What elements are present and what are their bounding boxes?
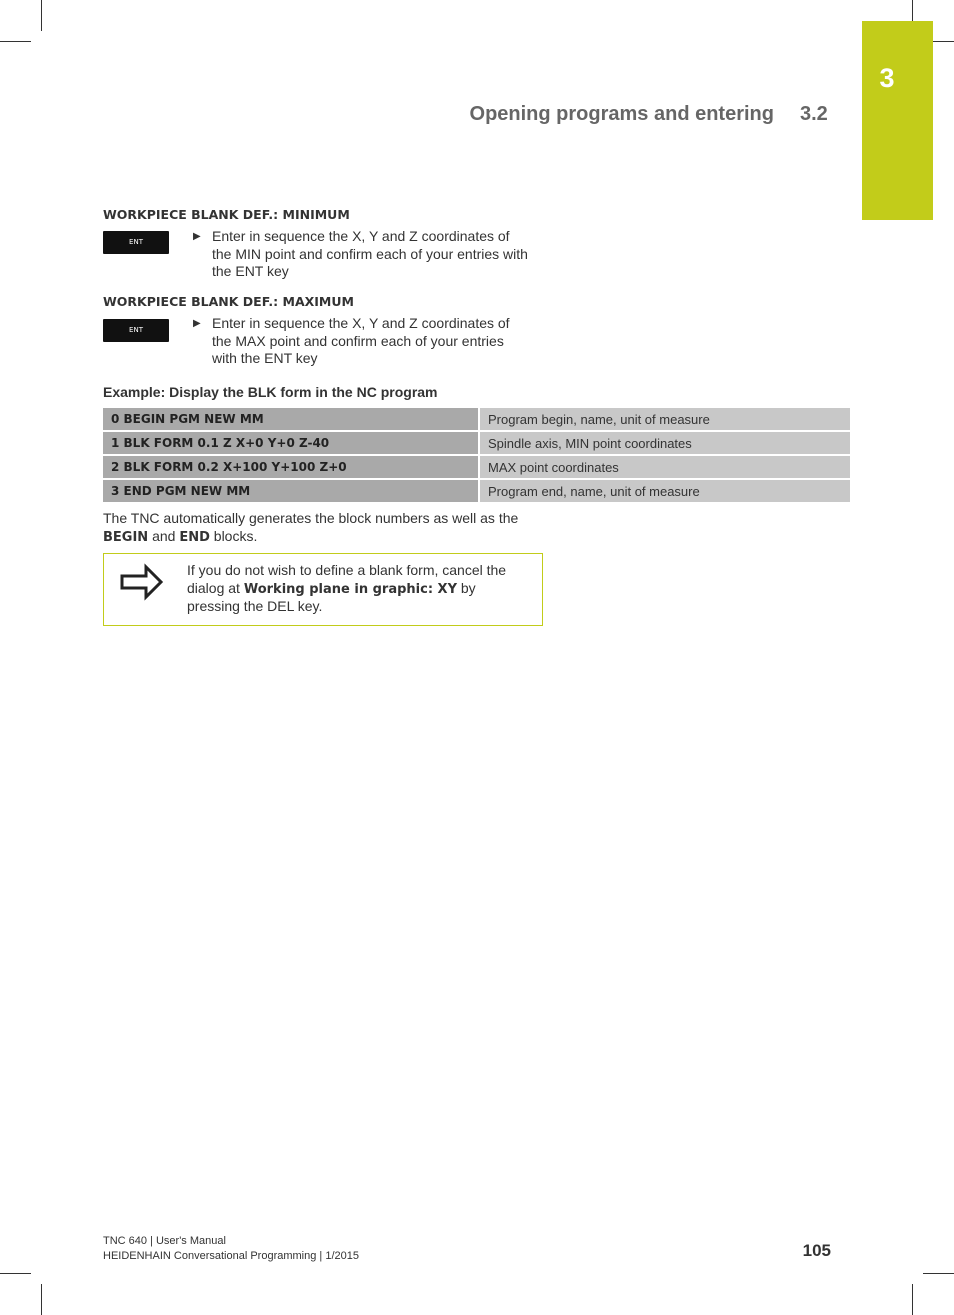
begin-keyword: BEGIN (103, 530, 149, 545)
crop-mark (41, 1284, 42, 1315)
ent-key-icon: ENT (103, 319, 169, 342)
dialog-label-maximum: WORKPIECE BLANK DEF.: MAXIMUM (103, 294, 354, 309)
note-text (187, 562, 532, 616)
nc-block-code: 2 BLK FORM 0.2 X+100 Y+100 Z+0 (103, 456, 480, 478)
note-text-segment: by pressing the DEL key. (187, 579, 476, 614)
chapter-tab (862, 21, 933, 220)
page-number: 105 (802, 1241, 831, 1260)
nc-block-code: 3 END PGM NEW MM (103, 480, 480, 502)
body-paragraph (103, 509, 553, 547)
crop-mark (912, 0, 913, 21)
step-text-minimum: Enter in sequence the X, Y and Z coordinates of the MIN point and confirm each of your entries with the ENT key (212, 228, 528, 279)
table-row (103, 408, 850, 430)
crop-mark (41, 0, 42, 31)
body-text-segment: blocks. (209, 528, 258, 544)
nc-block-description: Program begin, name, unit of measure (480, 408, 850, 430)
table-row (103, 480, 850, 502)
header-title: Opening programs and entering (469, 103, 774, 125)
nc-program-table (103, 406, 850, 504)
bullet-arrow-icon: ▶ (193, 231, 201, 242)
footer-manual-subtitle: HEIDENHAIN Conversational Programming | 1/2015 (103, 1250, 359, 1262)
note-icon-cell (104, 554, 187, 625)
note-dialog-name: Working plane in graphic: XY (243, 581, 457, 597)
crop-mark (912, 1284, 913, 1315)
end-keyword: END (179, 530, 210, 545)
example-heading: Example: Display the BLK form in the NC program (103, 384, 438, 400)
chapter-number: 3 (879, 63, 895, 93)
crop-mark (0, 41, 31, 42)
note-text-segment: If you do not wish to define a blank form, cancel the dialog at (187, 562, 507, 596)
note-box (103, 553, 543, 626)
body-text-segment: and (148, 528, 180, 544)
nc-block-code: 0 BEGIN PGM NEW MM (103, 408, 480, 430)
nc-block-description: Spindle axis, MIN point coordinates (480, 432, 850, 454)
ent-key-icon: ENT (103, 231, 169, 254)
crop-mark (0, 1273, 31, 1274)
nc-block-description: Program end, name, unit of measure (480, 480, 850, 502)
table-row (103, 456, 850, 478)
header-section-number: 3.2 (800, 103, 828, 125)
step-text-maximum: Enter in sequence the X, Y and Z coordinates of the MAX point and confirm each of your entries with the ENT key (212, 315, 510, 366)
crop-mark (923, 1273, 954, 1274)
hint-arrow-icon (104, 554, 186, 625)
body-text-segment: The TNC automatically generates the block numbers as well as the (103, 510, 519, 526)
footer-manual-title: TNC 640 | User's Manual (103, 1235, 226, 1247)
nc-block-code: 1 BLK FORM 0.1 Z X+0 Y+0 Z-40 (103, 432, 480, 454)
nc-block-description: MAX point coordinates (480, 456, 850, 478)
table-row (103, 432, 850, 454)
dialog-label-minimum: WORKPIECE BLANK DEF.: MINIMUM (103, 207, 350, 222)
bullet-arrow-icon: ▶ (193, 318, 201, 329)
